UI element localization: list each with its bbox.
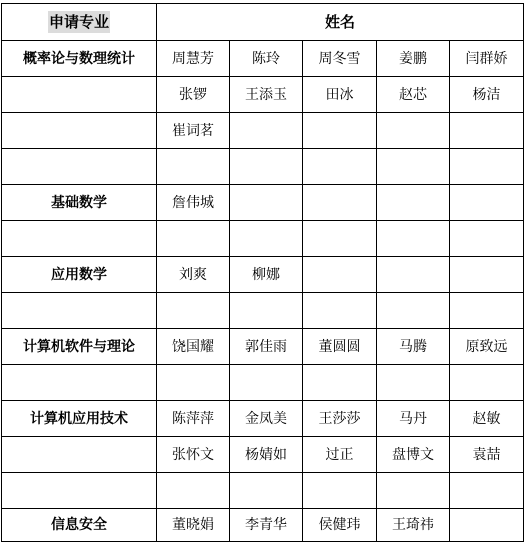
name-cell: 袁喆 (450, 437, 524, 473)
table-row (2, 257, 524, 293)
table-row (2, 473, 524, 509)
name-cell (450, 509, 524, 542)
name-cell (303, 365, 377, 401)
major-cell: 基础数学 (2, 185, 157, 221)
major-cell (2, 113, 157, 149)
table-row (2, 221, 524, 257)
name-cell (450, 473, 524, 509)
name-cell: 原致远 (450, 329, 524, 365)
major-cell (2, 221, 157, 257)
name-cell: 侯健玮 (303, 509, 377, 542)
name-cell: 李青华 (230, 509, 303, 542)
name-cell (157, 365, 230, 401)
table-row (2, 437, 524, 473)
name-cell: 董晓娟 (157, 509, 230, 542)
name-cell (450, 293, 524, 329)
name-cell (450, 221, 524, 257)
table-row (2, 293, 524, 329)
name-cell: 王琦祎 (377, 509, 450, 542)
table-row (2, 77, 524, 113)
major-cell: 概率论与数理统计 (2, 41, 157, 77)
name-cell (303, 293, 377, 329)
name-cell (303, 113, 377, 149)
admission-table (1, 3, 524, 542)
header-row (2, 4, 524, 41)
name-cell: 杨洁 (450, 77, 524, 113)
name-cell (230, 149, 303, 185)
name-cell (377, 149, 450, 185)
name-cell (450, 257, 524, 293)
name-cell: 郭佳雨 (230, 329, 303, 365)
name-cell: 王添玉 (230, 77, 303, 113)
name-cell (377, 293, 450, 329)
major-cell (2, 437, 157, 473)
table-row (2, 41, 524, 77)
name-cell (377, 365, 450, 401)
name-cell: 姜鹏 (377, 41, 450, 77)
name-cell (377, 185, 450, 221)
name-cell (450, 365, 524, 401)
major-cell (2, 473, 157, 509)
table-row (2, 113, 524, 149)
name-cell (230, 365, 303, 401)
name-cell: 柳娜 (230, 257, 303, 293)
name-cell: 刘爽 (157, 257, 230, 293)
table-row (2, 365, 524, 401)
name-cell: 赵芯 (377, 77, 450, 113)
major-header-cell (2, 4, 157, 41)
name-cell: 盘博文 (377, 437, 450, 473)
name-cell (450, 113, 524, 149)
name-cell (303, 257, 377, 293)
name-cell (157, 149, 230, 185)
name-cell: 崔词茗 (157, 113, 230, 149)
major-cell (2, 365, 157, 401)
name-cell: 饶国耀 (157, 329, 230, 365)
name-cell: 金凤美 (230, 401, 303, 437)
major-header: 申请专业 (48, 12, 109, 31)
name-cell: 陈玲 (230, 41, 303, 77)
major-cell (2, 293, 157, 329)
major-cell: 信息安全 (2, 509, 157, 542)
name-cell: 王莎莎 (303, 401, 377, 437)
table-row (2, 149, 524, 185)
table-row (2, 329, 524, 365)
table-row (2, 401, 524, 437)
name-cell: 过正 (303, 437, 377, 473)
name-cell (450, 185, 524, 221)
name-cell: 董圆圆 (303, 329, 377, 365)
name-cell (230, 473, 303, 509)
major-cell (2, 77, 157, 113)
name-cell: 闫群娇 (450, 41, 524, 77)
name-cell: 马丹 (377, 401, 450, 437)
name-cell: 张锣 (157, 77, 230, 113)
name-cell: 詹伟城 (157, 185, 230, 221)
name-cell: 陈萍萍 (157, 401, 230, 437)
name-cell (377, 221, 450, 257)
name-cell (303, 473, 377, 509)
name-cell (230, 221, 303, 257)
major-cell: 计算机应用技术 (2, 401, 157, 437)
name-cell: 田冰 (303, 77, 377, 113)
name-cell (230, 185, 303, 221)
name-cell: 马腾 (377, 329, 450, 365)
major-cell: 计算机软件与理论 (2, 329, 157, 365)
name-cell (303, 221, 377, 257)
name-cell: 张怀文 (157, 437, 230, 473)
name-cell (377, 113, 450, 149)
name-cell (230, 293, 303, 329)
name-cell (377, 257, 450, 293)
name-cell: 杨婧如 (230, 437, 303, 473)
name-cell (157, 473, 230, 509)
name-cell (303, 185, 377, 221)
name-cell: 赵敏 (450, 401, 524, 437)
name-cell (303, 149, 377, 185)
major-cell: 应用数学 (2, 257, 157, 293)
table-row (2, 185, 524, 221)
major-cell (2, 149, 157, 185)
name-cell (157, 221, 230, 257)
table-row (2, 509, 524, 542)
name-cell: 周冬雪 (303, 41, 377, 77)
name-header: 姓名 (157, 4, 524, 41)
name-cell (157, 293, 230, 329)
name-cell: 周慧芳 (157, 41, 230, 77)
name-cell (377, 473, 450, 509)
name-cell (450, 149, 524, 185)
name-cell (230, 113, 303, 149)
